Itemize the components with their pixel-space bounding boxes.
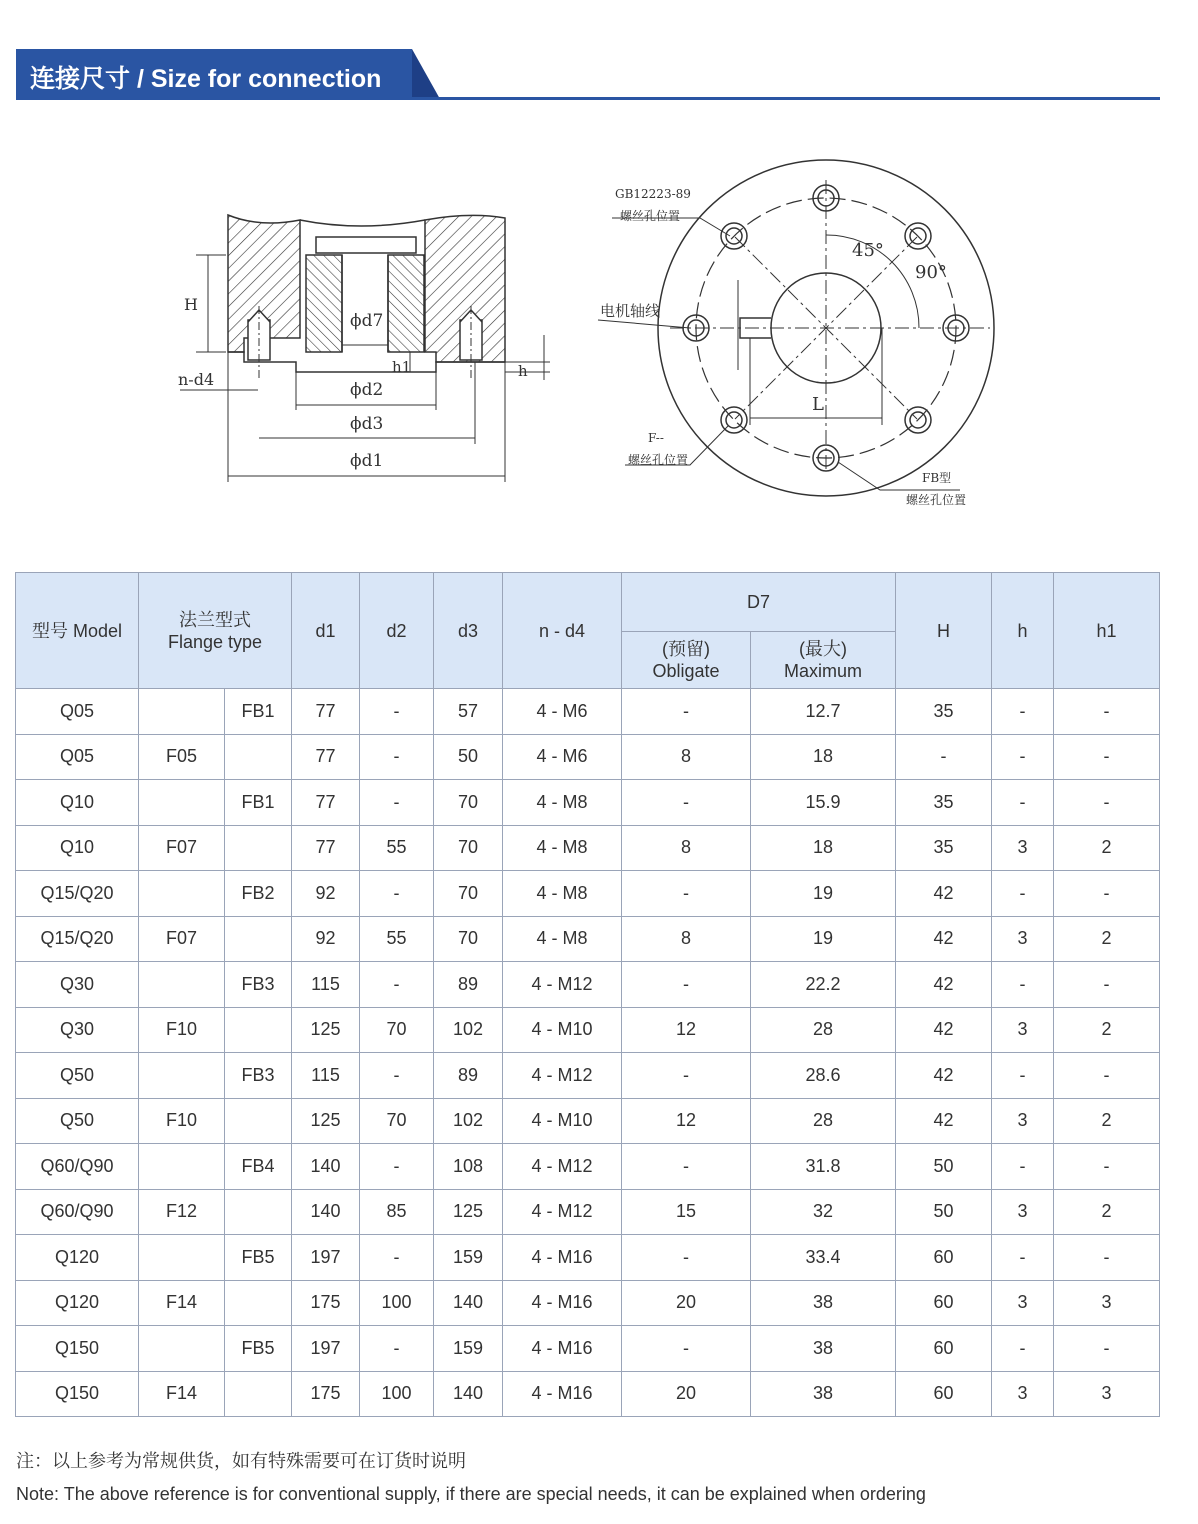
table-body — [16, 689, 1160, 1417]
note-english: Note: The above reference is for conventional supply, if there are special needs, it can be explained when ordering — [16, 1484, 926, 1504]
cell-d2: 70 — [360, 1098, 434, 1144]
cell-h1: 2 — [1054, 1189, 1160, 1235]
cell-H: 35 — [896, 780, 992, 826]
cell-d7-obligate: - — [622, 1326, 751, 1372]
cell-flange-f: F07 — [139, 825, 225, 871]
cell-h1: - — [1054, 1053, 1160, 1099]
cell-h: 3 — [992, 825, 1054, 871]
table-row — [16, 734, 1160, 780]
cell-d3: 125 — [434, 1189, 503, 1235]
cell-d3: 102 — [434, 1007, 503, 1053]
cell-n-d4: 4 - M10 — [503, 1007, 622, 1053]
cell-h: - — [992, 734, 1054, 780]
cell-d7-obligate: - — [622, 1235, 751, 1281]
cell-d7-maximum: 12.7 — [751, 689, 896, 735]
cell-d3: 102 — [434, 1098, 503, 1144]
header-d2: d2 — [360, 573, 434, 689]
cell-h1: 2 — [1054, 916, 1160, 962]
flange-face-labels — [600, 187, 966, 507]
cell-flange-f — [139, 689, 225, 735]
cell-d7-obligate: 12 — [622, 1007, 751, 1053]
cell-h: 3 — [992, 1007, 1054, 1053]
header-obligate-cn: (预留) — [662, 639, 710, 659]
cell-d2: - — [360, 871, 434, 917]
cell-h1: - — [1054, 1326, 1160, 1372]
cell-flange-f — [139, 1326, 225, 1372]
cell-d2: 100 — [360, 1371, 434, 1417]
cell-flange-f: F05 — [139, 734, 225, 780]
cell-flange-fb — [225, 734, 292, 780]
cell-n-d4: 4 - M12 — [503, 1189, 622, 1235]
table-row — [16, 780, 1160, 826]
cell-d2: - — [360, 1053, 434, 1099]
header-flange-type — [139, 573, 292, 689]
cell-flange-f — [139, 1235, 225, 1281]
cell-h1: - — [1054, 734, 1160, 780]
label-gb-hole: 螺丝孔位置 — [620, 209, 681, 223]
cell-d3: 159 — [434, 1235, 503, 1281]
label-fb-code: FB型 — [922, 471, 952, 485]
cell-h: - — [992, 962, 1054, 1008]
cell-model: Q120 — [16, 1235, 139, 1281]
section-header-underline — [16, 97, 1160, 100]
cell-H: 60 — [896, 1235, 992, 1281]
cell-H: 42 — [896, 962, 992, 1008]
cell-d7-maximum: 31.8 — [751, 1144, 896, 1190]
header-n-d4: n - d4 — [503, 573, 622, 689]
table-row — [16, 1326, 1160, 1372]
cell-d7-obligate: - — [622, 962, 751, 1008]
cell-d2: - — [360, 780, 434, 826]
cell-h: 3 — [992, 1189, 1054, 1235]
table-row — [16, 1144, 1160, 1190]
header-maximum-cn: (最大) — [799, 639, 847, 659]
header-obligate-en: Obligate — [652, 661, 720, 681]
cell-d7-maximum: 19 — [751, 916, 896, 962]
cell-flange-fb — [225, 1189, 292, 1235]
cell-H: 42 — [896, 916, 992, 962]
cell-d3: 89 — [434, 1053, 503, 1099]
cell-d1: 197 — [292, 1235, 360, 1281]
header-flange-en: Flange type — [167, 631, 263, 652]
cell-d2: 70 — [360, 1007, 434, 1053]
cell-flange-fb — [225, 916, 292, 962]
cell-d7-maximum: 18 — [751, 825, 896, 871]
label-angle-45: 45° — [852, 240, 884, 261]
cell-n-d4: 4 - M16 — [503, 1326, 622, 1372]
table-row — [16, 1280, 1160, 1326]
cell-d7-obligate: - — [622, 689, 751, 735]
technical-drawings — [0, 140, 1198, 530]
cell-flange-fb: FB5 — [225, 1235, 292, 1281]
label-f-code: F-- — [648, 431, 664, 445]
cell-h: - — [992, 1235, 1054, 1281]
header-h1: h1 — [1054, 573, 1160, 689]
cell-d3: 70 — [434, 780, 503, 826]
cell-n-d4: 4 - M12 — [503, 962, 622, 1008]
cell-flange-f: F10 — [139, 1007, 225, 1053]
cell-d7-obligate: - — [622, 871, 751, 917]
cell-flange-f: F14 — [139, 1371, 225, 1417]
cell-h: - — [992, 1053, 1054, 1099]
cell-n-d4: 4 - M8 — [503, 825, 622, 871]
cell-d7-maximum: 15.9 — [751, 780, 896, 826]
table-row — [16, 825, 1160, 871]
cell-n-d4: 4 - M6 — [503, 689, 622, 735]
cell-d3: 57 — [434, 689, 503, 735]
label-h1: h1 — [392, 358, 412, 376]
header-obligate — [622, 632, 751, 689]
cell-h: - — [992, 1326, 1054, 1372]
cell-h1: 2 — [1054, 1007, 1160, 1053]
cell-H: 42 — [896, 1098, 992, 1144]
cell-h: - — [992, 871, 1054, 917]
cell-model: Q15/Q20 — [16, 871, 139, 917]
cell-d7-maximum: 33.4 — [751, 1235, 896, 1281]
cell-H: - — [896, 734, 992, 780]
cell-d7-maximum: 19 — [751, 871, 896, 917]
cell-h1: 2 — [1054, 1098, 1160, 1144]
cell-n-d4: 4 - M16 — [503, 1280, 622, 1326]
cell-d2: 55 — [360, 916, 434, 962]
cell-model: Q15/Q20 — [16, 916, 139, 962]
cell-d1: 125 — [292, 1007, 360, 1053]
section-header-tab-corner — [412, 49, 440, 99]
cell-d1: 175 — [292, 1371, 360, 1417]
label-angle-90: 90° — [915, 262, 947, 283]
label-d2: ϕd2 — [350, 380, 384, 400]
table-row — [16, 1235, 1160, 1281]
cell-d7-obligate: - — [622, 1053, 751, 1099]
table-row — [16, 689, 1160, 735]
cell-d7-maximum: 18 — [751, 734, 896, 780]
cell-h: - — [992, 1144, 1054, 1190]
cell-flange-f: F14 — [139, 1280, 225, 1326]
header-d1: d1 — [292, 573, 360, 689]
cell-d7-maximum: 28.6 — [751, 1053, 896, 1099]
cell-flange-f — [139, 780, 225, 826]
cell-d2: - — [360, 1326, 434, 1372]
cell-H: 60 — [896, 1326, 992, 1372]
cell-d1: 77 — [292, 825, 360, 871]
cell-n-d4: 4 - M6 — [503, 734, 622, 780]
label-L: L — [812, 394, 824, 415]
cell-h: 3 — [992, 1371, 1054, 1417]
cell-d7-obligate: - — [622, 1144, 751, 1190]
cell-n-d4: 4 - M10 — [503, 1098, 622, 1144]
cell-d1: 115 — [292, 962, 360, 1008]
cell-d7-obligate: 8 — [622, 825, 751, 871]
cell-model: Q150 — [16, 1326, 139, 1372]
drawings-area — [0, 140, 1198, 530]
cell-d7-obligate: 8 — [622, 734, 751, 780]
cell-model: Q60/Q90 — [16, 1189, 139, 1235]
cell-flange-f: F07 — [139, 916, 225, 962]
section-header — [16, 49, 1160, 101]
cell-flange-fb: FB3 — [225, 1053, 292, 1099]
cell-flange-fb — [225, 1280, 292, 1326]
cell-h1: - — [1054, 962, 1160, 1008]
cell-h1: - — [1054, 1235, 1160, 1281]
cell-flange-f — [139, 1144, 225, 1190]
cell-flange-fb — [225, 1007, 292, 1053]
cell-d2: 100 — [360, 1280, 434, 1326]
cell-d7-maximum: 28 — [751, 1007, 896, 1053]
note-chinese: 注：以上参考为常规供货，如有特殊需要可在订货时说明 — [16, 1451, 466, 1471]
label-d1: ϕd1 — [350, 451, 384, 471]
cell-model: Q60/Q90 — [16, 1144, 139, 1190]
cell-d7-obligate: - — [622, 780, 751, 826]
cell-model: Q30 — [16, 1007, 139, 1053]
cell-h1: 3 — [1054, 1280, 1160, 1326]
cell-h1: 2 — [1054, 825, 1160, 871]
cell-d1: 115 — [292, 1053, 360, 1099]
cell-d1: 140 — [292, 1144, 360, 1190]
flange-cross-section-drawing — [180, 215, 550, 482]
cell-flange-fb — [225, 825, 292, 871]
cell-flange-f — [139, 962, 225, 1008]
header-d7: D7 — [622, 573, 896, 632]
cell-d2: - — [360, 1144, 434, 1190]
cell-flange-fb: FB1 — [225, 689, 292, 735]
cell-n-d4: 4 - M8 — [503, 780, 622, 826]
cell-H: 35 — [896, 825, 992, 871]
cell-d3: 70 — [434, 825, 503, 871]
cell-n-d4: 4 - M16 — [503, 1235, 622, 1281]
table-row — [16, 1189, 1160, 1235]
table-row — [16, 962, 1160, 1008]
cell-flange-fb: FB4 — [225, 1144, 292, 1190]
header-maximum — [751, 632, 896, 689]
cell-h1: - — [1054, 780, 1160, 826]
cell-model: Q30 — [16, 962, 139, 1008]
table-row — [16, 871, 1160, 917]
section-title: 连接尺寸 / Size for connection — [30, 65, 382, 93]
cell-model: Q10 — [16, 780, 139, 826]
label-fb-hole: 螺丝孔位置 — [906, 493, 967, 507]
cell-flange-fb — [225, 1371, 292, 1417]
cell-flange-fb: FB3 — [225, 962, 292, 1008]
cell-d3: 140 — [434, 1371, 503, 1417]
cell-d2: 55 — [360, 825, 434, 871]
cell-h: 3 — [992, 1098, 1054, 1144]
cell-d2: 85 — [360, 1189, 434, 1235]
cell-flange-fb — [225, 1098, 292, 1144]
table-row — [16, 916, 1160, 962]
cell-d1: 125 — [292, 1098, 360, 1144]
table-row — [16, 1053, 1160, 1099]
label-H: H — [184, 295, 198, 314]
cell-d7-obligate: 12 — [622, 1098, 751, 1144]
cell-model: Q05 — [16, 734, 139, 780]
cell-H: 35 — [896, 689, 992, 735]
cell-n-d4: 4 - M8 — [503, 916, 622, 962]
label-d3: ϕd3 — [350, 414, 384, 434]
cell-d7-maximum: 38 — [751, 1280, 896, 1326]
cell-h1: 3 — [1054, 1371, 1160, 1417]
cell-h: - — [992, 689, 1054, 735]
cell-flange-f: F10 — [139, 1098, 225, 1144]
cell-d3: 70 — [434, 916, 503, 962]
cell-H: 42 — [896, 1053, 992, 1099]
cell-flange-f — [139, 1053, 225, 1099]
cell-d3: 70 — [434, 871, 503, 917]
cell-flange-fb: FB2 — [225, 871, 292, 917]
cell-n-d4: 4 - M12 — [503, 1144, 622, 1190]
cell-flange-fb: FB5 — [225, 1326, 292, 1372]
cell-d1: 140 — [292, 1189, 360, 1235]
table-row — [16, 1007, 1160, 1053]
cell-H: 42 — [896, 871, 992, 917]
cell-H: 60 — [896, 1371, 992, 1417]
label-h: h — [518, 362, 528, 380]
cell-d3: 89 — [434, 962, 503, 1008]
cell-d1: 77 — [292, 734, 360, 780]
header-H: H — [896, 573, 992, 689]
header-d3: d3 — [434, 573, 503, 689]
cell-d3: 50 — [434, 734, 503, 780]
header-flange-cn: 法兰型式 — [179, 609, 251, 630]
cell-d1: 197 — [292, 1326, 360, 1372]
cell-H: 60 — [896, 1280, 992, 1326]
cell-d7-maximum: 28 — [751, 1098, 896, 1144]
cell-d3: 159 — [434, 1326, 503, 1372]
cell-d2: - — [360, 734, 434, 780]
cell-h: - — [992, 780, 1054, 826]
cell-h1: - — [1054, 689, 1160, 735]
header-h: h — [992, 573, 1054, 689]
cell-model: Q150 — [16, 1371, 139, 1417]
table-header — [16, 573, 1160, 689]
cell-model: Q50 — [16, 1098, 139, 1144]
cell-d7-maximum: 38 — [751, 1326, 896, 1372]
cell-d3: 108 — [434, 1144, 503, 1190]
table-row — [16, 1371, 1160, 1417]
cell-d7-obligate: 20 — [622, 1280, 751, 1326]
cell-H: 42 — [896, 1007, 992, 1053]
cell-model: Q120 — [16, 1280, 139, 1326]
cell-d7-obligate: 15 — [622, 1189, 751, 1235]
cell-d2: - — [360, 962, 434, 1008]
label-f-hole: 螺丝孔位置 — [628, 453, 689, 467]
cell-d1: 77 — [292, 689, 360, 735]
header-model: 型号 Model — [16, 573, 139, 689]
cell-model: Q05 — [16, 689, 139, 735]
cell-h: 3 — [992, 1280, 1054, 1326]
cell-d7-maximum: 22.2 — [751, 962, 896, 1008]
cell-d7-obligate: 8 — [622, 916, 751, 962]
cell-d7-maximum: 32 — [751, 1189, 896, 1235]
connection-size-table — [15, 572, 1160, 1417]
header-maximum-en: Maximum — [784, 661, 863, 681]
cell-n-d4: 4 - M12 — [503, 1053, 622, 1099]
label-motor-axis: 电机轴线 — [600, 302, 661, 320]
label-gb-code: GB12223-89 — [615, 187, 691, 201]
cell-d1: 92 — [292, 916, 360, 962]
cell-n-d4: 4 - M8 — [503, 871, 622, 917]
cell-h1: - — [1054, 871, 1160, 917]
cell-h: 3 — [992, 916, 1054, 962]
label-d7: ϕd7 — [350, 311, 384, 331]
label-n-d4: n-d4 — [178, 370, 215, 389]
cell-d2: - — [360, 689, 434, 735]
cell-H: 50 — [896, 1144, 992, 1190]
cell-d2: - — [360, 1235, 434, 1281]
cell-d1: 92 — [292, 871, 360, 917]
cell-flange-f — [139, 871, 225, 917]
cell-d1: 77 — [292, 780, 360, 826]
cell-n-d4: 4 - M16 — [503, 1371, 622, 1417]
table-row — [16, 1098, 1160, 1144]
cell-d1: 175 — [292, 1280, 360, 1326]
cell-d7-obligate: 20 — [622, 1371, 751, 1417]
cell-model: Q50 — [16, 1053, 139, 1099]
cell-flange-f: F12 — [139, 1189, 225, 1235]
cell-model: Q10 — [16, 825, 139, 871]
cell-d7-maximum: 38 — [751, 1371, 896, 1417]
cell-flange-fb: FB1 — [225, 780, 292, 826]
cell-H: 50 — [896, 1189, 992, 1235]
cell-d3: 140 — [434, 1280, 503, 1326]
cell-h1: - — [1054, 1144, 1160, 1190]
